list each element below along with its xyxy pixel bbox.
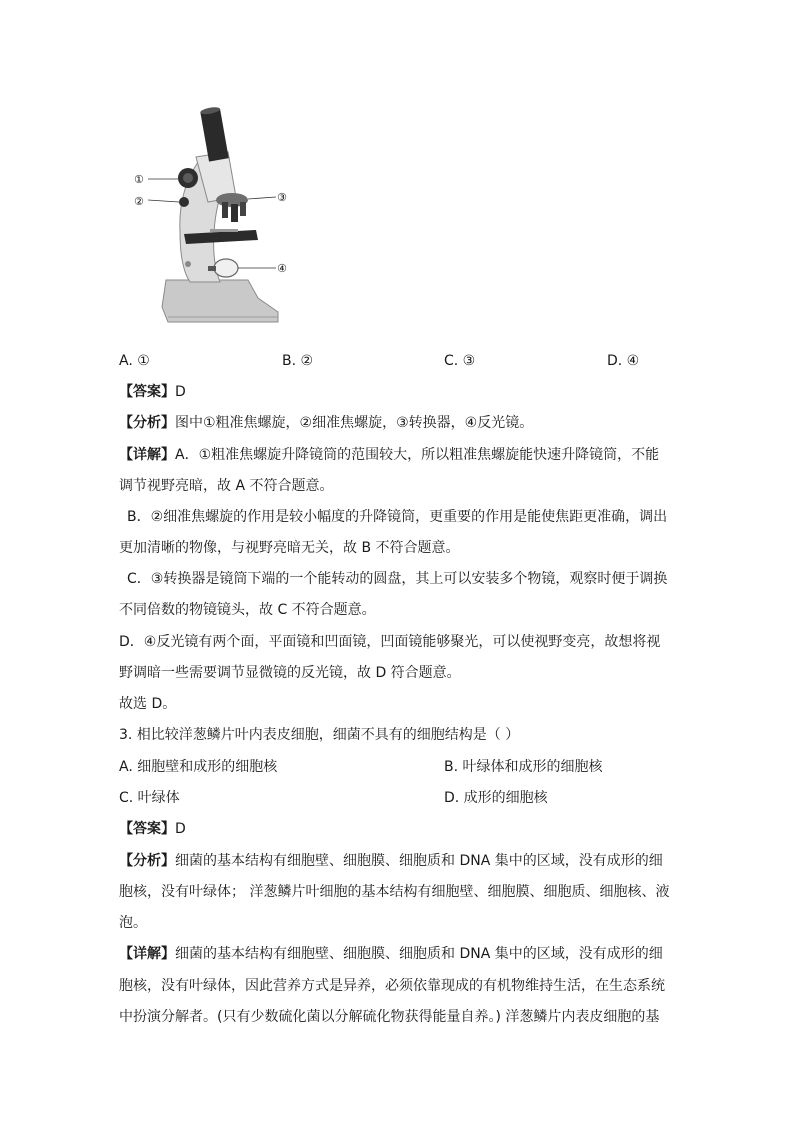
callout-2: ② bbox=[134, 195, 144, 208]
q3-option-b: B. 叶绿体和成形的细胞核 bbox=[444, 759, 603, 775]
q2-option-d: D. ④ bbox=[607, 353, 640, 369]
q3-analysis-line: 胞核，没有叶绿体； 洋葱鳞片叶细胞的基本结构有细胞壁、细胞膜、细胞质、细胞核、液 bbox=[119, 884, 670, 900]
q2-analysis bbox=[119, 414, 533, 432]
objective-lens bbox=[231, 204, 238, 222]
objective-lens bbox=[222, 202, 228, 218]
objective-lens bbox=[240, 202, 246, 216]
q3-option-d: D. 成形的细胞核 bbox=[444, 790, 548, 806]
analysis-tag: 【分析】 bbox=[119, 853, 175, 869]
microscope-figure bbox=[128, 102, 308, 328]
q3-stem: 3. 相比较洋葱鳞片叶内表皮细胞，细菌不具有的细胞结构是（ ） bbox=[119, 727, 520, 743]
q2-detail-line: 野调暗一些需要调节显微镜的反光镜，故 D 符合题意。 bbox=[119, 665, 461, 681]
callout-4: ④ bbox=[277, 262, 287, 275]
answer-value: D bbox=[175, 821, 186, 837]
callout-1: ① bbox=[134, 173, 144, 186]
q3-answer bbox=[119, 820, 186, 838]
eyepiece-tube bbox=[200, 109, 228, 162]
q2-detail-line: 不同倍数的物镜镜头，故 C 不符合题意。 bbox=[119, 602, 376, 618]
detail-text: A．①粗准焦螺旋升降镜筒的范围较大，所以粗准焦螺旋能快速升降镜筒，不能 bbox=[175, 447, 660, 463]
answer-tag: 【答案】 bbox=[119, 821, 175, 837]
q3-detail-line bbox=[119, 945, 663, 963]
q2-detail-line bbox=[119, 446, 659, 464]
answer-value: D bbox=[175, 384, 186, 400]
microscope-base bbox=[162, 280, 278, 322]
q2-detail-line: 更加清晰的物像，与视野亮暗无关，故 B 不符合题意。 bbox=[119, 540, 460, 556]
q3-analysis-line: 泡。 bbox=[119, 915, 147, 931]
q3-option-a: A. 细胞壁和成形的细胞核 bbox=[119, 759, 278, 775]
q2-option-c: C. ③ bbox=[444, 353, 476, 369]
q2-detail-line: 故选 D。 bbox=[119, 696, 177, 712]
q2-detail-line: D．④反光镜有两个面，平面镜和凹面镜，凹面镜能够聚光，可以使视野变亮，故想将视 bbox=[119, 634, 661, 650]
detail-tag: 【详解】 bbox=[119, 447, 175, 463]
analysis-tag: 【分析】 bbox=[119, 415, 175, 431]
fine-focus-knob bbox=[179, 197, 189, 207]
q3-detail-line: 胞核，没有叶绿体，因此营养方式是异养，必须依靠现成的有机物维持生活，在生态系统 bbox=[119, 978, 665, 994]
detail-text: 细菌的基本结构有细胞壁、细胞膜、细胞质和 DNA 集中的区域，没有成形的细 bbox=[175, 946, 663, 962]
q3-option-c: C. 叶绿体 bbox=[119, 790, 180, 806]
q2-option-a: A. ① bbox=[119, 353, 150, 369]
mirror bbox=[214, 259, 238, 277]
callout-3: ③ bbox=[277, 191, 287, 204]
analysis-text: 图中①粗准焦螺旋，②细准焦螺旋，③转换器，④反光镜。 bbox=[175, 415, 534, 431]
q3-detail-line: 中扮演分解者。(只有少数硫化菌以分解硫化物获得能量自养。) 洋葱鳞片内表皮细胞的基 bbox=[119, 1009, 660, 1025]
q2-answer bbox=[119, 383, 186, 401]
q3-analysis-line bbox=[119, 852, 663, 870]
q2-option-b: B. ② bbox=[282, 353, 314, 369]
analysis-text: 细菌的基本结构有细胞壁、细胞膜、细胞质和 DNA 集中的区域，没有成形的细 bbox=[175, 853, 663, 869]
detail-tag: 【详解】 bbox=[119, 946, 175, 962]
answer-tag: 【答案】 bbox=[119, 384, 175, 400]
q2-detail-line: C．③转换器是镜筒下端的一个能转动的圆盘，其上可以安装多个物镜，观察时便于调换 bbox=[127, 571, 668, 587]
q2-detail-line: 调节视野亮暗，故 A 不符合题意。 bbox=[119, 478, 334, 494]
q2-detail-line: B．②细准焦螺旋的作用是较小幅度的升降镜筒，更重要的作用是能使焦距更准确，调出 bbox=[127, 509, 668, 525]
